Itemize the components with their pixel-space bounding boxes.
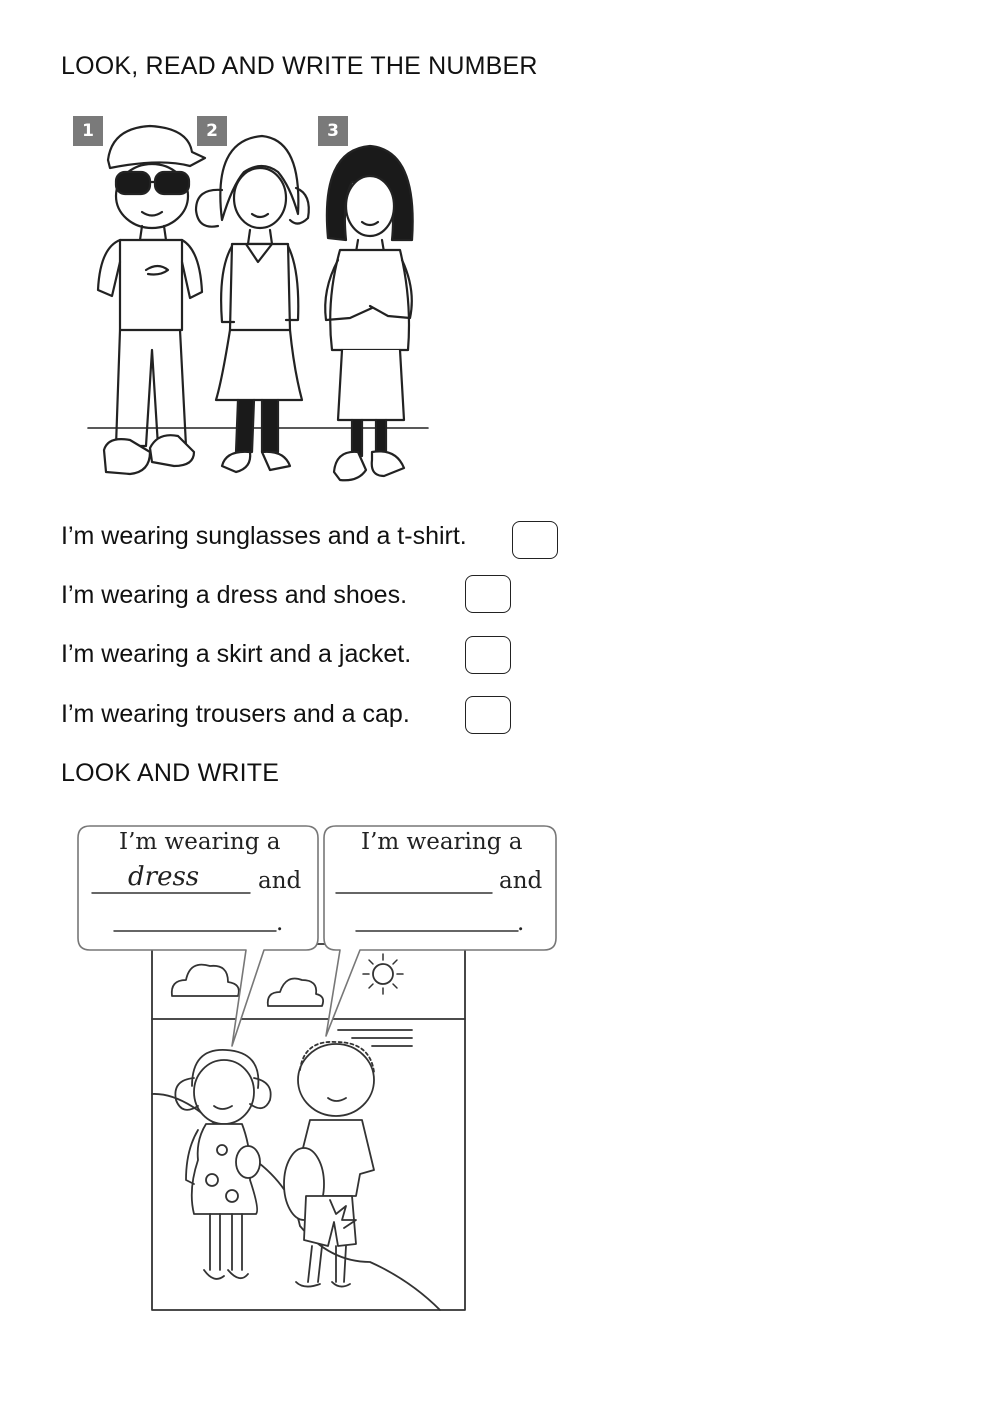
bubble1-handwritten-answer[interactable]: dress xyxy=(128,862,200,892)
bubble1-and: and xyxy=(258,868,302,894)
figure-number-1: 1 xyxy=(73,116,103,146)
sentence-3: I’m wearing a skirt and a jacket. xyxy=(61,640,412,668)
sentence-1: I’m wearing sunglasses and a t-shirt. xyxy=(61,522,467,550)
beach-boy-figure xyxy=(284,1042,374,1287)
speech-bubble-girl xyxy=(78,826,318,1046)
bubble1-line1: I’m wearing a xyxy=(119,829,281,855)
section2-heading: LOOK AND WRITE xyxy=(61,759,280,787)
beach-girl-figure xyxy=(175,1050,270,1279)
bubble2-and: and xyxy=(499,868,543,894)
figure-number-3: 3 xyxy=(318,116,348,146)
sentence-4: I’m wearing trousers and a cap. xyxy=(61,700,410,728)
bubble2-period: . xyxy=(517,910,525,936)
bubble1-period: . xyxy=(276,910,284,936)
sentence-2: I’m wearing a dress and shoes. xyxy=(61,581,408,609)
figure-number-2: 2 xyxy=(197,116,227,146)
section1-heading: LOOK, READ AND WRITE THE NUMBER xyxy=(61,52,538,80)
bubble2-line1: I’m wearing a xyxy=(361,829,523,855)
